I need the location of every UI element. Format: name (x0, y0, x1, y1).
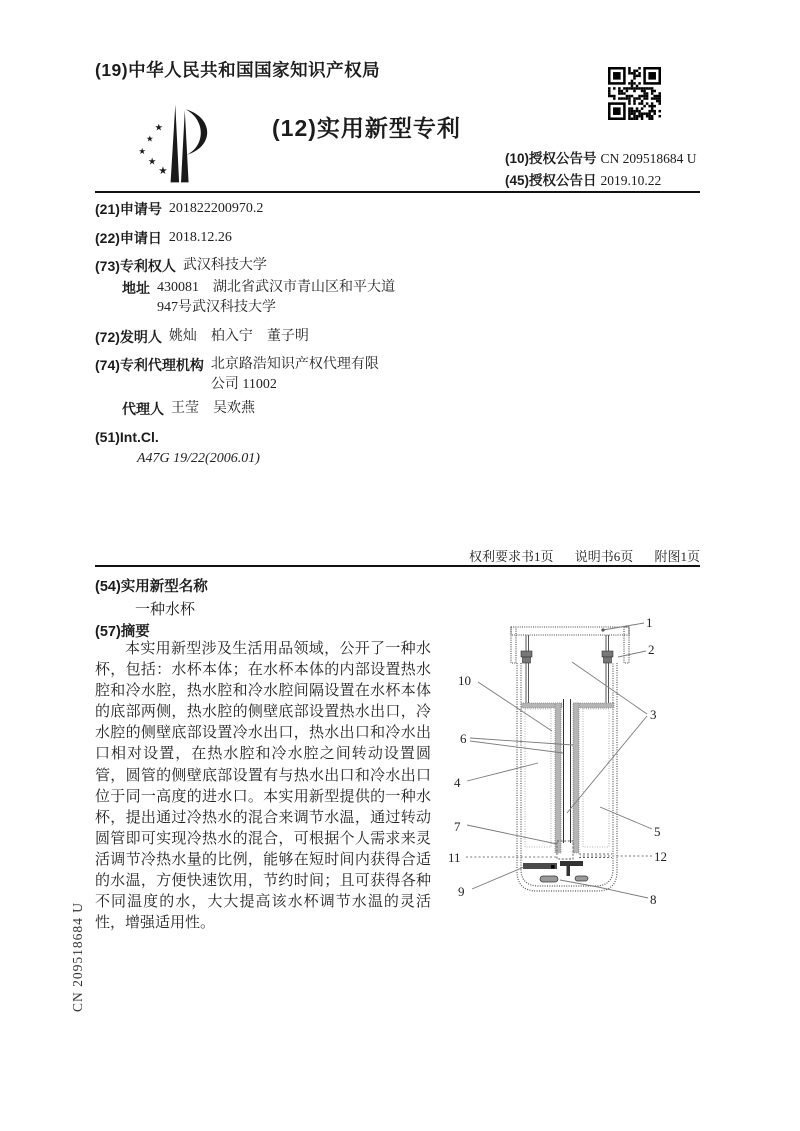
qr-code (608, 67, 661, 120)
intcl-label: (51)Int.Cl. (95, 429, 159, 445)
utility-model-title-label: (54)实用新型名称 (95, 579, 208, 595)
publication-number: CN 209518684 U (600, 151, 697, 166)
cnipa-logo (127, 98, 217, 190)
document-type-title: (12)实用新型专利 (272, 115, 461, 141)
patent-drawing (440, 595, 690, 915)
publication-date-line (505, 170, 697, 192)
central-tube (564, 699, 571, 843)
figure-label-7: 7 (454, 819, 461, 834)
address: 430081 湖北省武汉市青山区和平大道947号武汉科技大学 (157, 280, 395, 315)
filing-date: 2018.12.26 (168, 230, 232, 245)
intcl-class-row (137, 449, 260, 469)
logo-spire-right (181, 110, 189, 182)
description-pages: 说明书6页 (574, 549, 634, 564)
agent-label: 代理人 (122, 401, 164, 417)
agency-label: (74)专利代理机构 (95, 357, 204, 373)
pivot-dot (551, 865, 555, 869)
logo-star: ★ (145, 133, 154, 144)
filing-date-label: (22)申请日 (95, 230, 162, 246)
intcl-class: A47G 19/22(2006.01) (137, 451, 260, 466)
chamber-walls (521, 703, 614, 853)
page-counts (95, 546, 700, 565)
publication-block (505, 148, 697, 192)
address-label: 地址 (122, 280, 150, 296)
logo-crescent (186, 109, 207, 154)
inventors: 姚灿 柏入宁 董子明 (168, 329, 309, 344)
liner-rods (526, 635, 609, 703)
section-divider (95, 565, 700, 567)
figure-label-1: 1 (646, 615, 653, 630)
header-divider (95, 191, 700, 193)
filing-date-row (95, 228, 232, 248)
application-number-label: (21)申请号 (95, 201, 162, 217)
utility-model-title: 一种水杯 (135, 602, 196, 618)
figure-label-12: 12 (654, 849, 667, 864)
logo-star: ★ (138, 145, 147, 156)
drawings-pages: 附图1页 (654, 549, 700, 564)
sidebar-document-number: CN 209518684 U (70, 901, 85, 1012)
figure-label-3: 3 (650, 707, 657, 722)
lid-seal-bolts (521, 651, 613, 663)
publication-number-line (505, 148, 697, 170)
issuing-office-title: (19)中华人民共和国国家知识产权局 (95, 60, 381, 80)
inventors-row (95, 327, 309, 347)
figure-label-11: 11 (448, 850, 461, 865)
abstract-text: 本实用新型涉及生活用品领域，公开了一种水杯，包括：水杯本体；在水杯本体的内部设置热水腔和冷水腔，热水腔和冷水腔间隔设置在水杯本体的底部两侧，热水腔的侧壁底部设置热水出口，冷水腔的侧壁底部设置冷水出口，热水出口和冷水出口相对设置，在热水腔和冷水腔之间转动设置圆管，圆管的侧壁底部设置有与热水出口和冷水出口位于同一高度的进水口。本实用新型提供的一种水杯，提出通过冷热水的混合来调节水温，通过转动圆管即可实现冷热水的混合，可根据个人需求来灵活调节冷热水量的比例，能够在短时间内获得合适的水温，方便快速饮用，节约时间；且可获得各种不同温度的水，大大提高该水杯调节水温的灵活性，增强适用性。 (95, 641, 431, 932)
inventors-label: (72)发明人 (95, 329, 162, 345)
figure-label-10: 10 (458, 673, 471, 688)
application-number-row (95, 199, 263, 219)
figure-label-6: 6 (460, 731, 467, 746)
agents: 王莹 吴欢燕 (171, 401, 255, 416)
figure-label-2: 2 (648, 642, 655, 657)
claims-pages: 权利要求书1页 (468, 549, 554, 564)
patentee: 武汉科技大学 (182, 258, 267, 273)
figure-label-4: 4 (454, 775, 461, 790)
logo-star: ★ (147, 157, 157, 168)
valve-stem (567, 866, 571, 876)
figure-label-8: 8 (650, 892, 657, 907)
figure-label-9: 9 (458, 884, 465, 899)
agency: 北京路浩知识产权代理有限公司 11002 (210, 357, 379, 392)
abstract-label: (57)摘要 (95, 624, 150, 640)
agent-row (122, 399, 255, 419)
cup-body-outline (517, 663, 617, 891)
patentee-label: (73)专利权人 (95, 258, 176, 274)
intcl-row (95, 427, 166, 447)
logo-spire-left (171, 105, 180, 183)
publication-date-label: (45)授权公告日 (505, 173, 597, 188)
publication-number-label: (10)授权公告号 (505, 151, 597, 166)
logo-star: ★ (158, 165, 168, 177)
application-number: 201822200970.2 (168, 201, 264, 216)
figure-label-5: 5 (654, 824, 661, 839)
logo-star: ★ (154, 123, 163, 134)
publication-date: 2019.10.22 (600, 173, 662, 188)
address-row (122, 278, 415, 318)
valve-seat (560, 861, 583, 866)
patentee-row (95, 256, 267, 276)
agency-row (95, 355, 387, 395)
